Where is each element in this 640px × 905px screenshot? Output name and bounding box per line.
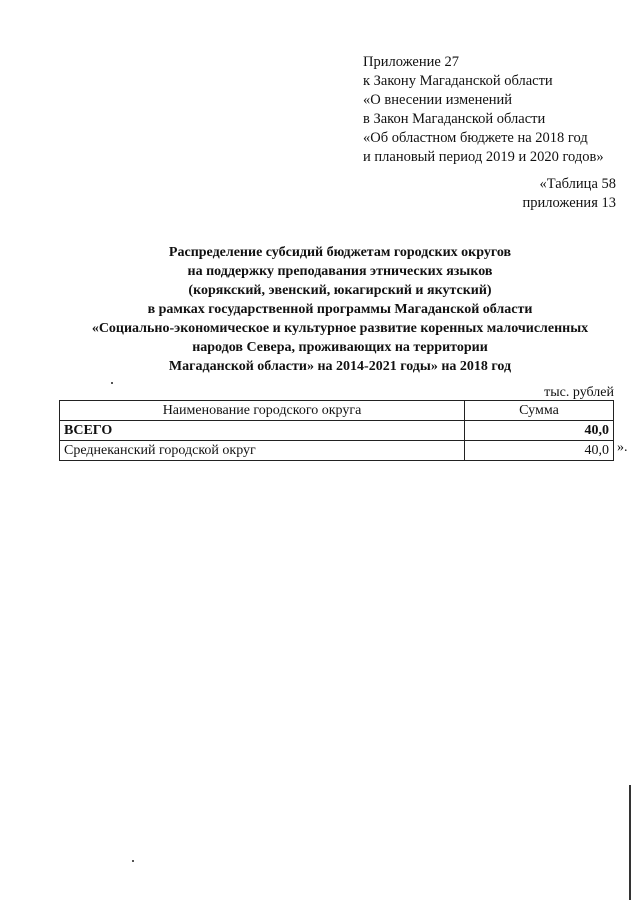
table-row-total	[60, 421, 614, 441]
annex-block	[363, 53, 604, 167]
annex-line: «Об областном бюджете на 2018 год	[363, 130, 588, 146]
subsidy-table	[59, 400, 614, 461]
closing-quote: ».	[617, 440, 628, 455]
title-line: на поддержку преподавания этнических языков	[187, 264, 493, 279]
title-line: в рамках государственной программы Магаданской области	[147, 302, 533, 317]
annex-line: в Закон Магаданской области	[363, 111, 546, 127]
header-sum: Сумма	[465, 401, 614, 421]
title-line: «Социально-экономическое и культурное развитие коренных малочисленных	[91, 321, 589, 336]
annex-line: и плановый период 2019 и 2020 годов»	[363, 149, 604, 165]
title-line: Магаданской области» на 2014-2021 годы» на 2018 год	[168, 359, 512, 374]
title-line: Распределение субсидий бюджетам городских округов	[168, 245, 512, 260]
annex-line: «О внесении изменений	[363, 92, 513, 108]
unit-label: тыс. рублей	[544, 385, 614, 400]
row-sum: 40,0	[465, 441, 614, 461]
header-name: Наименование городского округа	[60, 401, 465, 421]
document-title	[40, 243, 640, 376]
scan-mark	[132, 860, 134, 862]
table-reference	[523, 175, 616, 213]
table-row	[60, 441, 614, 461]
annex-line: к Закону Магаданской области	[363, 73, 553, 89]
table-reference-line: приложения 13	[522, 195, 616, 211]
scan-edge-line	[629, 785, 631, 900]
title-line: (корякский, эвенский, юкагирский и якутский)	[188, 283, 492, 298]
table-reference-line: «Таблица 58	[539, 176, 616, 192]
annex-line: Приложение 27	[363, 54, 459, 70]
title-line: народов Севера, проживающих на территории	[192, 340, 488, 355]
row-name: Среднеканский городской округ	[60, 441, 465, 461]
row-name: ВСЕГО	[60, 421, 465, 441]
row-sum: 40,0	[465, 421, 614, 441]
scan-mark	[111, 382, 113, 384]
table-header-row	[60, 401, 614, 421]
